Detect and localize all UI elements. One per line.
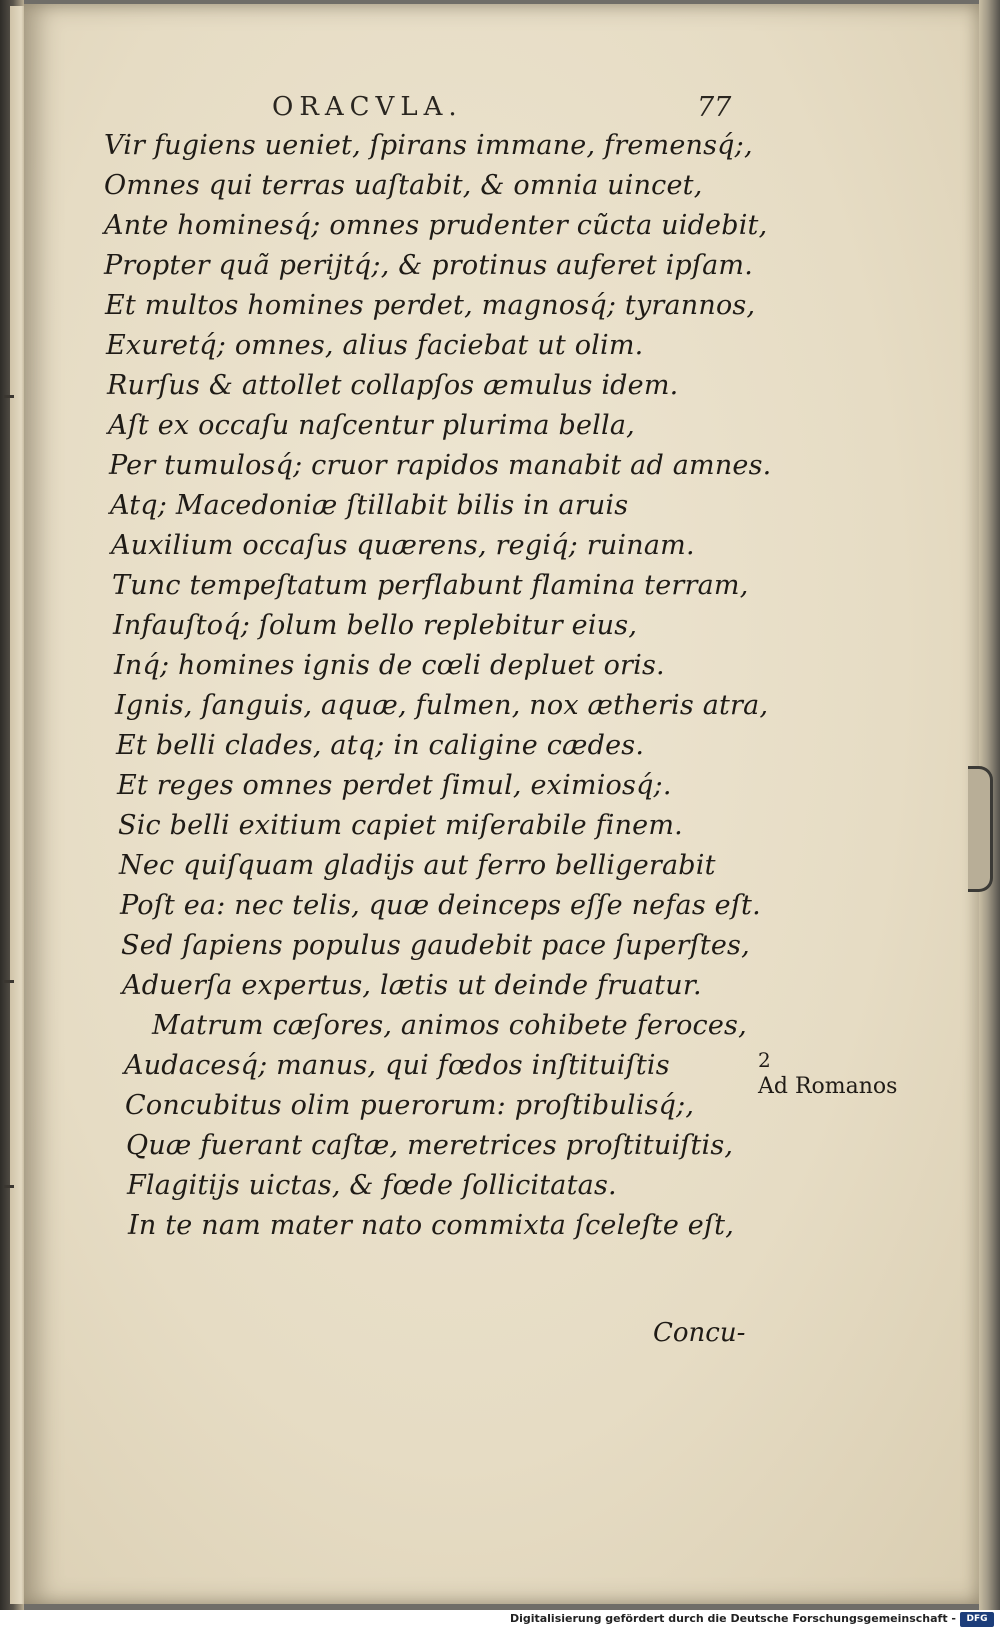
verse-line: Propter quã perijtq́;, & protinus auferet ipſam. bbox=[104, 250, 753, 281]
verse-line: Inq́; homines ignis de cœli depluet oris. bbox=[114, 650, 665, 681]
verse-line: Aduerſa expertus, lætis ut deinde fruatur. bbox=[122, 970, 702, 1001]
verse-line: Flagitijs uictas, & fœde ſollicitatas. bbox=[127, 1170, 617, 1201]
verse-line: Poſt ea: nec telis, quæ deinceps eſſe nefas eſt. bbox=[120, 890, 761, 921]
verse-line: Et multos homines perdet, magnosq́; tyrannos, bbox=[105, 290, 756, 321]
verse-line: Sed ſapiens populus gaudebit pace ſuperſtes, bbox=[121, 930, 750, 961]
verse-line: Aſt ex occaſu naſcentur plurima bella, bbox=[108, 410, 635, 441]
verse-line: Et reges omnes perdet ſimul, eximiosq́;. bbox=[117, 770, 672, 801]
verse-line: Auxilium occaſus quærens, regiq́; ruinam. bbox=[111, 530, 695, 561]
verse-line: Vir fugiens ueniet, ſpirans immane, fremensq́;, bbox=[104, 130, 753, 161]
verse-line: Omnes qui terras uaſtabit, & omnia uincet, bbox=[104, 170, 703, 201]
verse-line: Quæ fuerant caſtæ, meretrices proſtituiſtis, bbox=[126, 1130, 734, 1161]
verse-line: Sic belli exitium capiet miſerabile finem. bbox=[118, 810, 683, 841]
page-number: 77 bbox=[697, 92, 732, 123]
verse-line: Et belli clades, atq; in caligine cædes. bbox=[116, 730, 645, 761]
verse-line: Audacesq́; manus, qui fœdos inſtituiſtis bbox=[124, 1050, 670, 1081]
verse-line: Nec quiſquam gladijs aut ferro belligerabit bbox=[119, 850, 716, 881]
marginal-number: 2 bbox=[758, 1048, 771, 1072]
verse-line: Exuretq́; omnes, alius faciebat ut olim. bbox=[106, 330, 644, 361]
digitization-footer bbox=[0, 1610, 1000, 1630]
dfg-logo-icon: DFG bbox=[960, 1612, 994, 1627]
verse-line: Rurſus & attollet collapſos æmulus idem. bbox=[107, 370, 679, 401]
marginal-note: Ad Romanos bbox=[758, 1074, 898, 1099]
bleed-mark bbox=[4, 980, 14, 983]
bleed-mark bbox=[4, 1185, 14, 1188]
verse-line: Matrum cæſores, animos cohibete feroces, bbox=[152, 1010, 747, 1041]
verse-line: Ante hominesq́; omnes prudenter cũcta uidebit, bbox=[104, 210, 768, 241]
verse-line: Infauſtoq́; ſolum bello replebitur eius, bbox=[113, 610, 638, 641]
catchword: Concu- bbox=[653, 1318, 746, 1348]
verse-line: In te nam mater nato commixta ſceleſte eſt, bbox=[128, 1210, 735, 1241]
verse-line: Per tumulosq́; cruor rapidos manabit ad amnes. bbox=[109, 450, 772, 481]
verse-line: Tunc tempeſtatum perflabunt flamina terram, bbox=[112, 570, 749, 601]
funding-credit: Digitalisierung gefördert durch die Deutsche Forschungsgemeinschaft - bbox=[509, 1612, 956, 1625]
bleed-mark bbox=[4, 395, 14, 398]
page-header bbox=[0, 92, 1000, 132]
running-title: ORACVLA. bbox=[272, 92, 463, 122]
verse-line: Atq; Macedoniæ ſtillabit bilis in aruis bbox=[110, 490, 629, 521]
verse-line: Ignis, ſanguis, aquæ, fulmen, nox ætheris atra, bbox=[115, 690, 769, 721]
page-clip bbox=[968, 766, 993, 892]
verse-line: Concubitus olim puerorum: proſtibulisq́;, bbox=[125, 1090, 695, 1121]
book-page bbox=[24, 4, 979, 1604]
